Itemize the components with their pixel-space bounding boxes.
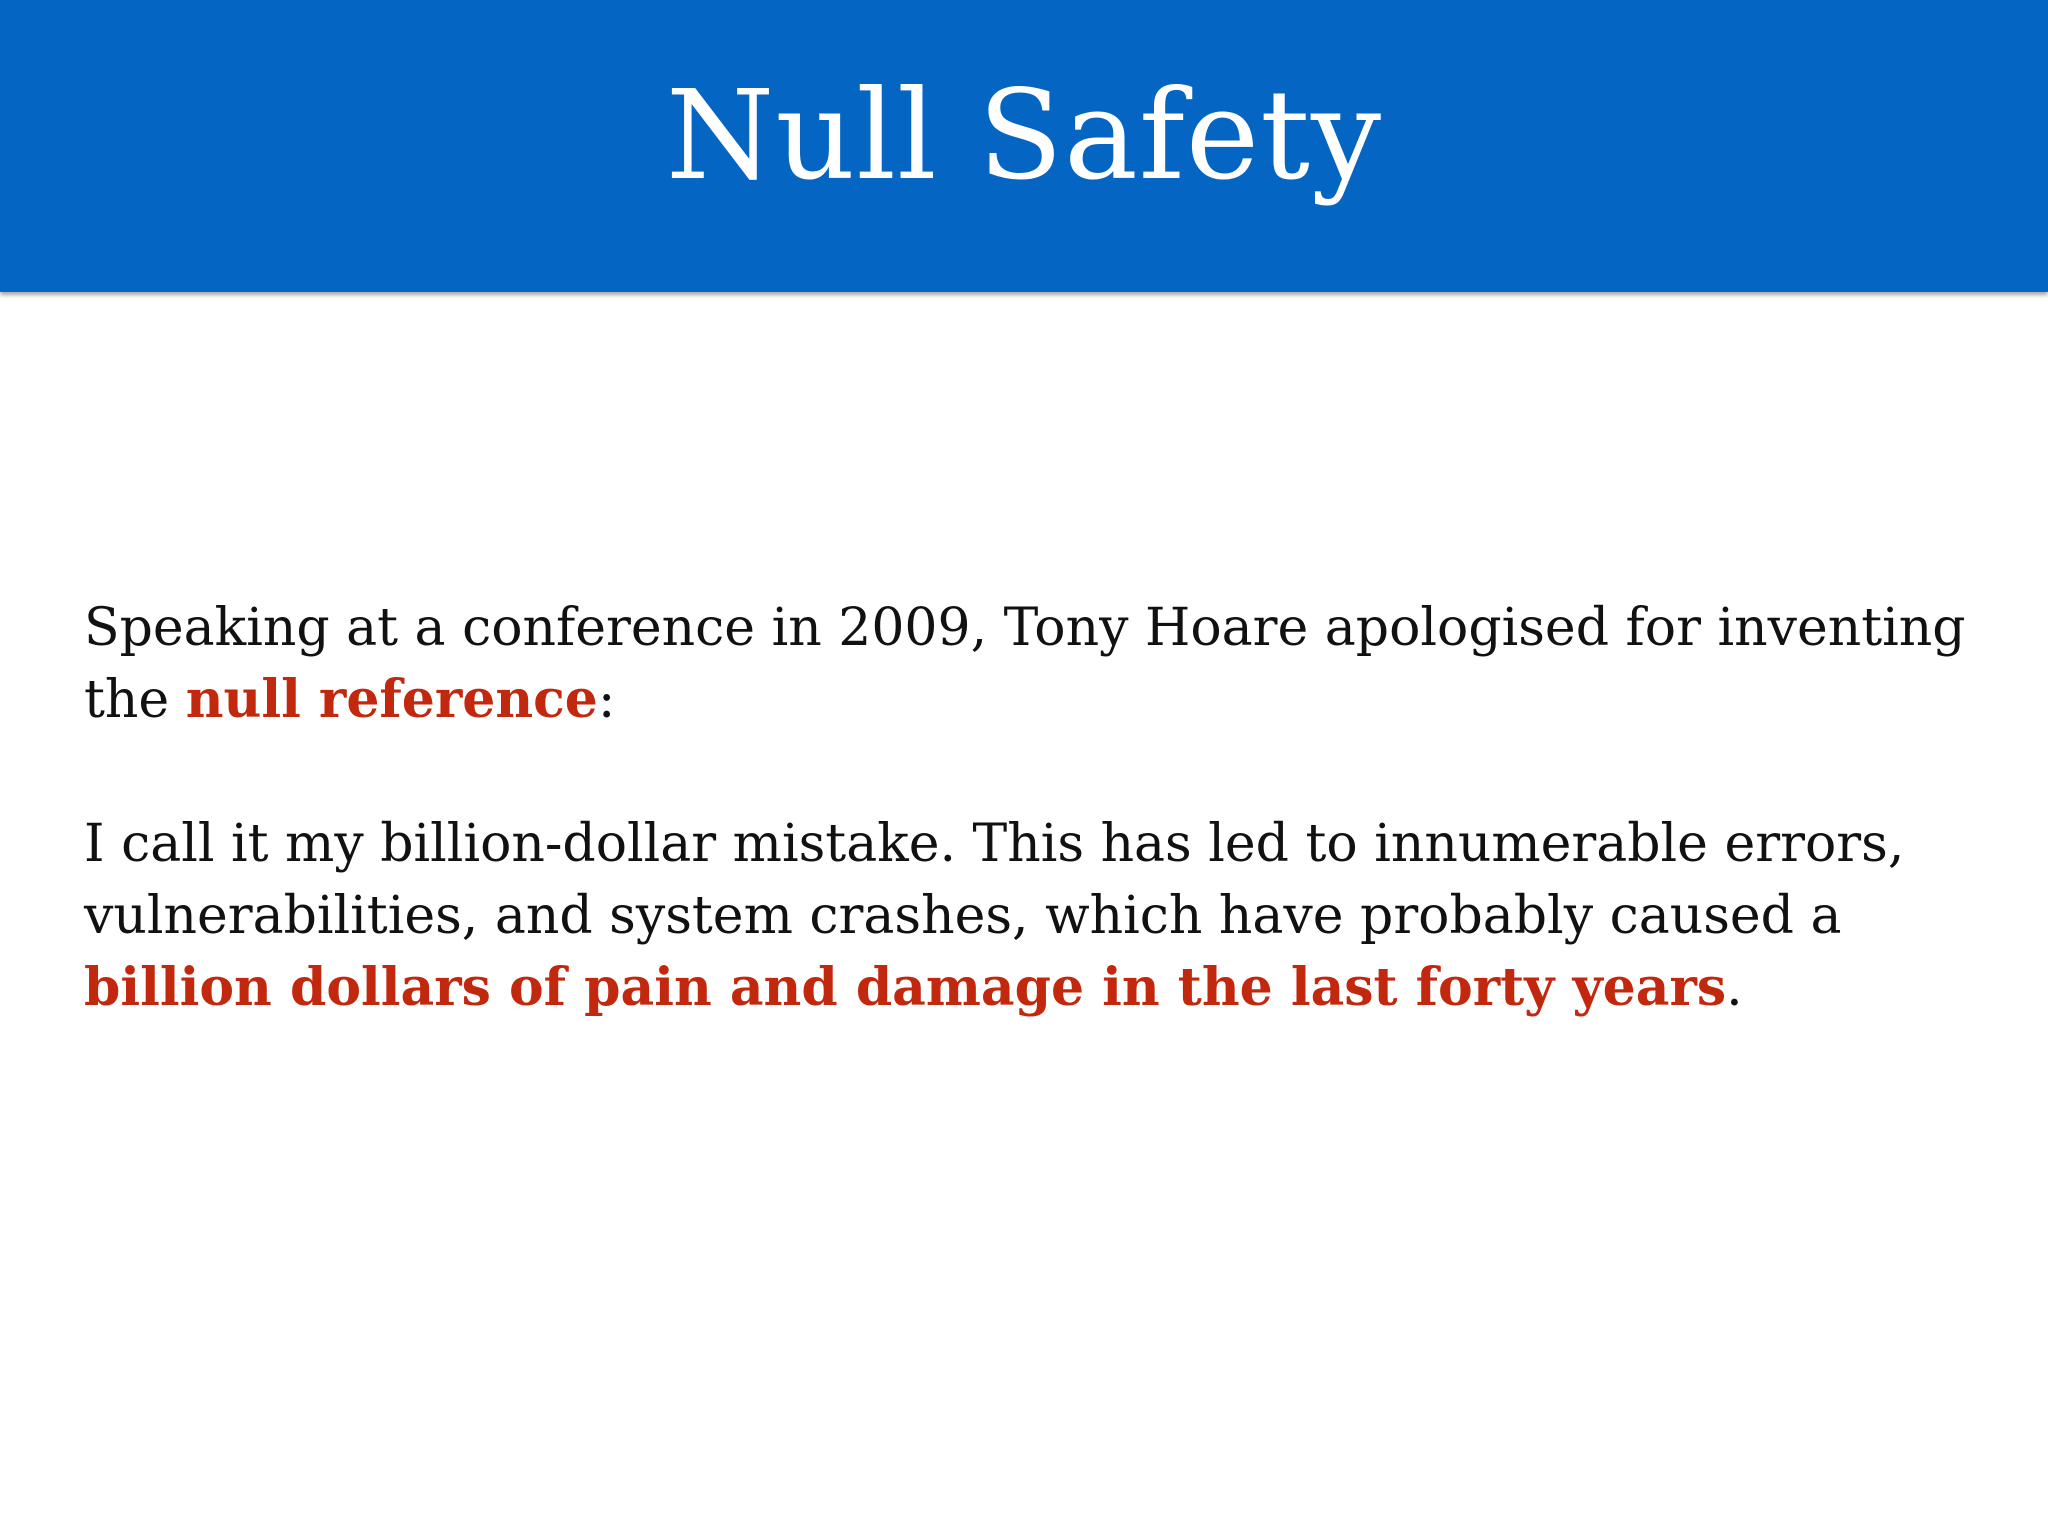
quote-line-3-suffix: .: [1726, 958, 1743, 1018]
header-bar: [0, 0, 2048, 292]
quote-line-1: I call it my billion-dollar mistake. This has led to innumerable errors,: [84, 814, 1905, 874]
intro-line-2-suffix: :: [597, 670, 616, 730]
intro-line-1: Speaking at a conference in 2009, Tony Hoare apologised for inventing: [84, 598, 1966, 658]
intro-paragraph: [84, 592, 1984, 736]
intro-line-2-prefix: the: [84, 670, 186, 730]
null-reference-highlight: null reference: [185, 669, 598, 730]
slide-body: [84, 592, 1984, 1024]
slide-title: Null Safety: [665, 64, 1383, 208]
billion-dollars-highlight: billion dollars of pain and damage in the last forty years: [84, 957, 1727, 1018]
quote-line-2: vulnerabilities, and system crashes, which have probably caused a: [84, 886, 1842, 946]
quote-paragraph: [84, 808, 1984, 1024]
